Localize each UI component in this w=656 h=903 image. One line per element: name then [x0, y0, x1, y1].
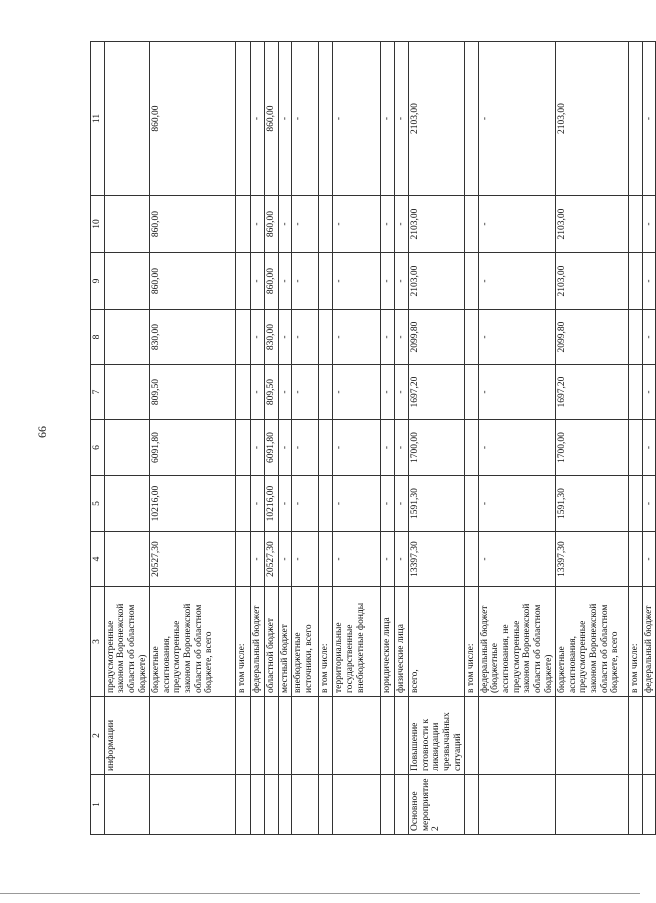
- description-cell: [292, 697, 319, 775]
- column-number: 8: [91, 310, 105, 365]
- measure-cell: [381, 775, 395, 835]
- table-row: [104, 42, 150, 835]
- value-cell: [319, 196, 333, 253]
- value-cell: -: [292, 253, 319, 310]
- value-cell: [465, 253, 479, 310]
- measure-cell: [236, 775, 251, 835]
- description-cell: [381, 697, 395, 775]
- value-cell: 2103,00: [409, 253, 465, 310]
- description-cell: информации: [104, 697, 150, 775]
- value-cell: -: [478, 310, 555, 365]
- value-cell: -: [478, 532, 555, 587]
- value-cell: 860,00: [264, 253, 278, 310]
- value-cell: [319, 476, 333, 532]
- value-cell: [629, 196, 643, 253]
- value-cell: 10216,00: [264, 476, 278, 532]
- source-cell: федеральный бюджет: [251, 587, 265, 697]
- table-row: [278, 42, 292, 835]
- value-cell: -: [278, 532, 292, 587]
- value-cell: -: [478, 420, 555, 476]
- value-cell: -: [381, 310, 395, 365]
- value-cell: [629, 253, 643, 310]
- value-cell: -: [381, 196, 395, 253]
- description-cell: [150, 697, 236, 775]
- value-cell: -: [395, 196, 409, 253]
- value-cell: [465, 310, 479, 365]
- table-row: [556, 42, 629, 835]
- value-cell: [104, 532, 150, 587]
- value-cell: [465, 476, 479, 532]
- value-cell: -: [333, 42, 381, 196]
- value-cell: [629, 420, 643, 476]
- value-cell: -: [478, 42, 555, 196]
- value-cell: [319, 420, 333, 476]
- value-cell: -: [478, 365, 555, 420]
- value-cell: -: [478, 476, 555, 532]
- rotated-page-content: [90, 42, 654, 835]
- table-row: [251, 42, 265, 835]
- value-cell: -: [251, 476, 265, 532]
- value-cell: 6091,80: [264, 420, 278, 476]
- value-cell: 6091,80: [150, 420, 236, 476]
- value-cell: -: [395, 476, 409, 532]
- value-cell: 2103,00: [409, 42, 465, 196]
- description-cell: [395, 697, 409, 775]
- value-cell: -: [292, 196, 319, 253]
- value-cell: [104, 310, 150, 365]
- measure-cell: [333, 775, 381, 835]
- value-cell: -: [381, 476, 395, 532]
- value-cell: -: [478, 196, 555, 253]
- value-cell: -: [395, 42, 409, 196]
- scan-edge-line: [0, 893, 640, 894]
- value-cell: 2103,00: [556, 196, 629, 253]
- value-cell: -: [292, 365, 319, 420]
- source-cell: в том числе:: [319, 587, 333, 697]
- value-cell: [104, 476, 150, 532]
- column-number: 9: [91, 253, 105, 310]
- value-cell: 1697,20: [409, 365, 465, 420]
- value-cell: [465, 420, 479, 476]
- measure-cell: [278, 775, 292, 835]
- value-cell: -: [251, 196, 265, 253]
- value-cell: -: [251, 532, 265, 587]
- value-cell: -: [333, 365, 381, 420]
- description-cell: Повышение готовности к ликвидации чрезвычайных ситуаций: [409, 697, 465, 775]
- value-cell: [629, 310, 643, 365]
- table-row: [333, 42, 381, 835]
- value-cell: 20527,30: [264, 532, 278, 587]
- value-cell: -: [478, 253, 555, 310]
- column-number: 10: [91, 196, 105, 253]
- value-cell: -: [251, 310, 265, 365]
- value-cell: -: [395, 532, 409, 587]
- value-cell: 2099,80: [409, 310, 465, 365]
- value-cell: [104, 253, 150, 310]
- column-number: 11: [91, 42, 105, 196]
- value-cell: -: [642, 532, 656, 587]
- column-number: 1: [91, 775, 105, 835]
- value-cell: -: [642, 253, 656, 310]
- column-number-row: [91, 42, 105, 835]
- table-row: [381, 42, 395, 835]
- source-cell: областной бюджет: [264, 587, 278, 697]
- table-row: [409, 42, 465, 835]
- description-cell: [319, 697, 333, 775]
- value-cell: 1700,00: [409, 420, 465, 476]
- source-cell: физические лица: [395, 587, 409, 697]
- value-cell: 860,00: [150, 196, 236, 253]
- value-cell: 860,00: [264, 42, 278, 196]
- value-cell: -: [292, 310, 319, 365]
- value-cell: 20527,30: [150, 532, 236, 587]
- measure-cell: [319, 775, 333, 835]
- value-cell: -: [278, 420, 292, 476]
- value-cell: -: [381, 365, 395, 420]
- value-cell: -: [642, 196, 656, 253]
- source-cell: всего,: [409, 587, 465, 697]
- value-cell: [629, 42, 643, 196]
- value-cell: -: [251, 420, 265, 476]
- value-cell: 860,00: [150, 253, 236, 310]
- value-cell: -: [333, 310, 381, 365]
- value-cell: [319, 253, 333, 310]
- value-cell: [104, 420, 150, 476]
- value-cell: [319, 365, 333, 420]
- source-cell: местный бюджет: [278, 587, 292, 697]
- description-cell: [629, 697, 643, 775]
- value-cell: [236, 365, 251, 420]
- value-cell: 1700,00: [556, 420, 629, 476]
- value-cell: [236, 253, 251, 310]
- measure-cell: [292, 775, 319, 835]
- source-cell: внебюджетные источники, всего: [292, 587, 319, 697]
- table-row: [236, 42, 251, 835]
- value-cell: -: [278, 476, 292, 532]
- table-row: [319, 42, 333, 835]
- description-cell: [278, 697, 292, 775]
- column-number: 2: [91, 697, 105, 775]
- measure-cell: [478, 775, 555, 835]
- measure-cell: Основное мероприятие 2: [409, 775, 465, 835]
- column-number: 6: [91, 420, 105, 476]
- value-cell: [629, 365, 643, 420]
- value-cell: 809,50: [264, 365, 278, 420]
- measure-cell: [395, 775, 409, 835]
- value-cell: 830,00: [264, 310, 278, 365]
- value-cell: -: [333, 253, 381, 310]
- value-cell: -: [642, 476, 656, 532]
- value-cell: -: [292, 42, 319, 196]
- value-cell: -: [395, 365, 409, 420]
- value-cell: -: [333, 532, 381, 587]
- value-cell: -: [292, 420, 319, 476]
- page-number: 66: [35, 426, 49, 438]
- value-cell: 13397,30: [556, 532, 629, 587]
- value-cell: -: [278, 253, 292, 310]
- value-cell: -: [333, 196, 381, 253]
- value-cell: [236, 42, 251, 196]
- value-cell: 2103,00: [556, 253, 629, 310]
- value-cell: [319, 532, 333, 587]
- value-cell: -: [381, 532, 395, 587]
- value-cell: [465, 196, 479, 253]
- value-cell: -: [333, 476, 381, 532]
- source-cell: в том числе:: [465, 587, 479, 697]
- description-cell: [333, 697, 381, 775]
- value-cell: -: [395, 420, 409, 476]
- measure-cell: [150, 775, 236, 835]
- value-cell: -: [251, 253, 265, 310]
- measure-cell: [264, 775, 278, 835]
- value-cell: [104, 42, 150, 196]
- source-cell: в том числе:: [236, 587, 251, 697]
- value-cell: -: [278, 196, 292, 253]
- table-row: [264, 42, 278, 835]
- description-cell: [264, 697, 278, 775]
- value-cell: [465, 532, 479, 587]
- description-cell: [642, 697, 656, 775]
- value-cell: [629, 476, 643, 532]
- value-cell: -: [642, 42, 656, 196]
- value-cell: -: [278, 310, 292, 365]
- value-cell: -: [292, 476, 319, 532]
- value-cell: 1591,30: [556, 476, 629, 532]
- value-cell: 10216,00: [150, 476, 236, 532]
- measure-cell: [556, 775, 629, 835]
- value-cell: [465, 365, 479, 420]
- value-cell: 860,00: [264, 196, 278, 253]
- value-cell: [236, 420, 251, 476]
- value-cell: 830,00: [150, 310, 236, 365]
- value-cell: 1591,30: [409, 476, 465, 532]
- value-cell: -: [381, 42, 395, 196]
- source-cell: бюджетные ассигнования, предусмотренные законом Воронежской области об областном бюджете, всего: [150, 587, 236, 697]
- value-cell: -: [381, 420, 395, 476]
- value-cell: [236, 532, 251, 587]
- column-number: 4: [91, 532, 105, 587]
- source-cell: федеральный бюджет: [642, 587, 656, 697]
- value-cell: [104, 365, 150, 420]
- source-cell: бюджетные ассигнования, предусмотренные законом Воронежской области об областном бюджете, всего: [556, 587, 629, 697]
- value-cell: -: [395, 253, 409, 310]
- value-cell: [236, 196, 251, 253]
- value-cell: -: [278, 365, 292, 420]
- column-number: 3: [91, 587, 105, 697]
- value-cell: 1697,20: [556, 365, 629, 420]
- source-cell: территориальные государственные внебюджетные фонды: [333, 587, 381, 697]
- value-cell: 2103,00: [556, 42, 629, 196]
- description-cell: [478, 697, 555, 775]
- table-row: [642, 42, 656, 835]
- source-cell: федеральный бюджет (бюджетные ассигнования, не предусмотренные законом Воронежской области об областном бюджете): [478, 587, 555, 697]
- value-cell: [236, 476, 251, 532]
- value-cell: 2099,80: [556, 310, 629, 365]
- value-cell: -: [278, 42, 292, 196]
- value-cell: [465, 42, 479, 196]
- value-cell: 13397,30: [409, 532, 465, 587]
- measure-cell: [104, 775, 150, 835]
- table-row: [465, 42, 479, 835]
- source-cell: в том числе:: [629, 587, 643, 697]
- table-body: [91, 42, 656, 835]
- value-cell: [629, 532, 643, 587]
- source-cell: юридические лица: [381, 587, 395, 697]
- description-cell: [556, 697, 629, 775]
- budget-table: [90, 41, 656, 835]
- measure-cell: [251, 775, 265, 835]
- measure-cell: [465, 775, 479, 835]
- value-cell: 2103,00: [409, 196, 465, 253]
- description-cell: [251, 697, 265, 775]
- measure-cell: [629, 775, 643, 835]
- measure-cell: [642, 775, 656, 835]
- value-cell: 860,00: [150, 42, 236, 196]
- table-row: [292, 42, 319, 835]
- value-cell: -: [251, 42, 265, 196]
- description-cell: [236, 697, 251, 775]
- value-cell: -: [642, 365, 656, 420]
- description-cell: [465, 697, 479, 775]
- table-row: [478, 42, 555, 835]
- value-cell: 809,50: [150, 365, 236, 420]
- value-cell: -: [395, 310, 409, 365]
- value-cell: -: [642, 310, 656, 365]
- table-row: [629, 42, 643, 835]
- value-cell: [104, 196, 150, 253]
- value-cell: -: [251, 365, 265, 420]
- source-cell: предусмотренные законом Воронежской области об областном бюджете): [104, 587, 150, 697]
- value-cell: [319, 310, 333, 365]
- table-row: [150, 42, 236, 835]
- table-row: [395, 42, 409, 835]
- column-number: 5: [91, 476, 105, 532]
- column-number: 7: [91, 365, 105, 420]
- value-cell: -: [642, 420, 656, 476]
- value-cell: -: [292, 532, 319, 587]
- value-cell: [319, 42, 333, 196]
- value-cell: -: [381, 253, 395, 310]
- value-cell: -: [333, 420, 381, 476]
- value-cell: [236, 310, 251, 365]
